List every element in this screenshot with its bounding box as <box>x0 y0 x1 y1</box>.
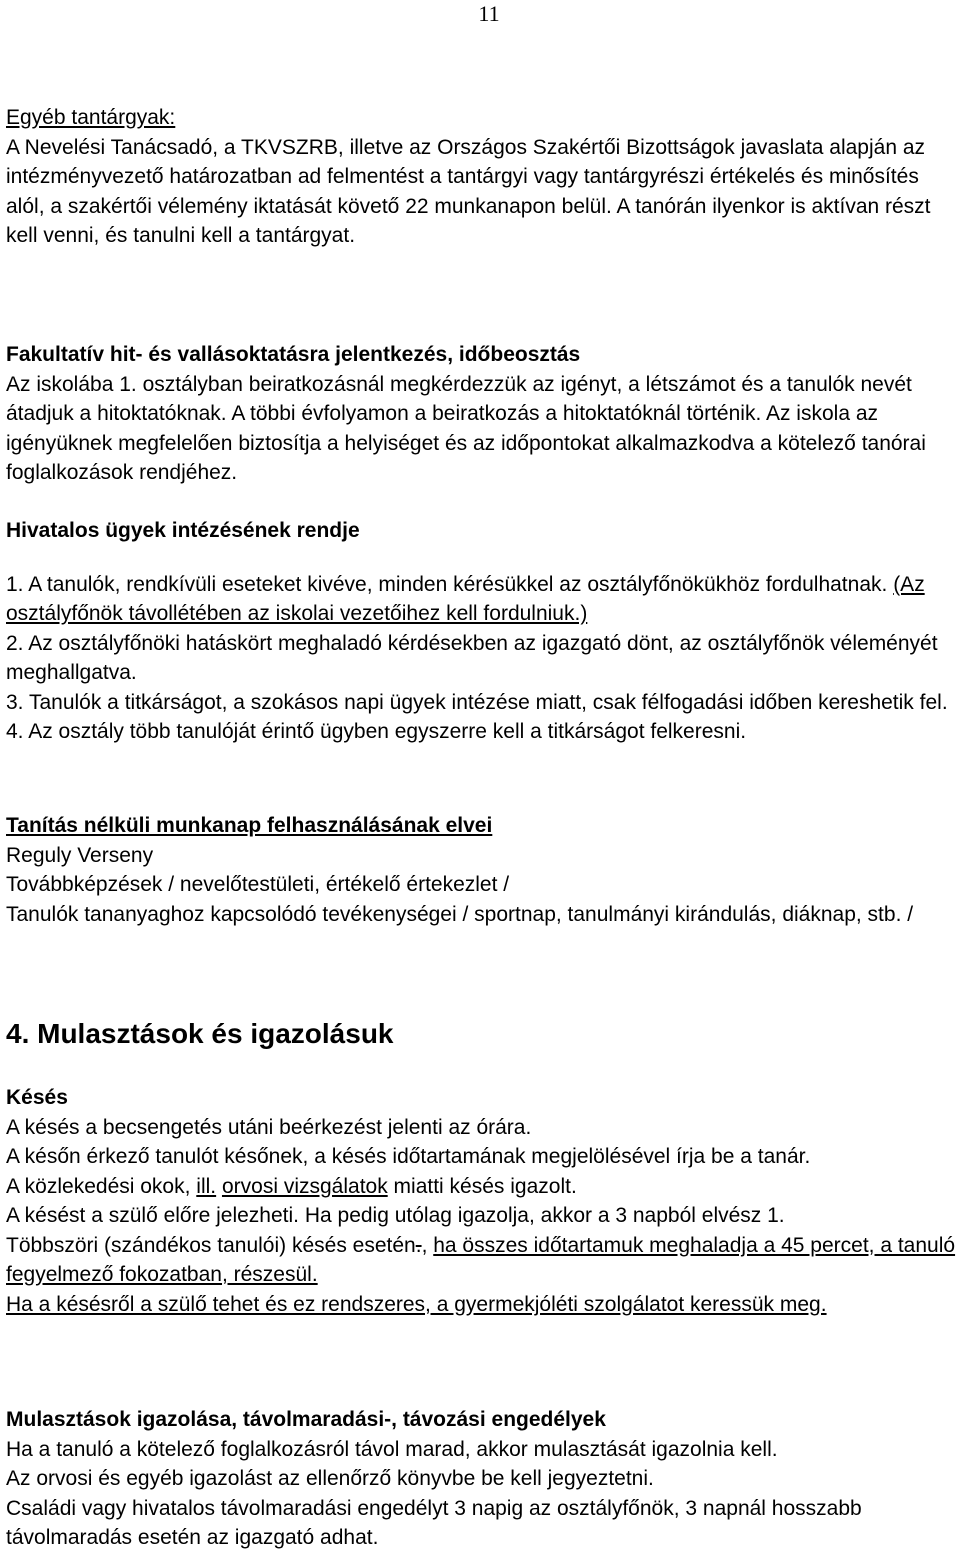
paragraph-egyeb: A Nevelési Tanácsadó, a TKVSZRB, illetve az Országos Szakértői Bizottságok javaslata alapján az intézményvezető határozatban ad felmentést a tantárgyi vagy tantárgyrészi értékelés és minősítés alól, a szakértői vélemény iktatását követő 22 munkanapon belül. A tanórán ilyenkor is aktívan részt kell venni, és tanulni kell a tantárgyat. <box>6 135 931 247</box>
page-number: 11 <box>478 1 500 26</box>
section-egyeb-tantargyak <box>6 103 956 251</box>
section-tanitas-nelkuli <box>6 811 956 929</box>
section-heading-keses: Késés <box>6 1086 68 1109</box>
text-segment-strikethrough: . <box>415 1233 422 1257</box>
list-item-hivatalos-2: 2. Az osztályfőnöki hatáskört meghaladó kérdésekben az igazgató dönt, az osztályfőnök véleményét meghallgatva. <box>6 631 938 684</box>
chapter-heading-block <box>6 1016 956 1052</box>
line-tovabbkepzesek: Továbbképzések / nevelőtestületi, értékelő értekezlet / <box>6 873 510 896</box>
line-keses-4: A késést a szülő előre jelezheti. Ha pedig utólag igazolja, akkor a 3 napból elvész 1. <box>6 1204 785 1227</box>
line-keses-2: A későn érkező tanulót későnek, a késés időtartamának megjelölésével írja be a tanár. <box>6 1145 811 1168</box>
section-mulasztasok-igazolasa <box>6 1405 956 1553</box>
section-keses <box>6 1083 956 1319</box>
line-mulasztasok-1: Ha a tanuló a kötelező foglalkozásról távol marad, akkor mulasztását igazolnia kell. <box>6 1437 778 1461</box>
section-heading-egyeb: Egyéb tantárgyak: <box>6 106 176 129</box>
text-segment-underlined: ha összes időtartamuk meghaladja a 45 percet, a tanuló fegyelmező fokozatban, részesül. <box>6 1233 956 1286</box>
list-item-text: 1. A tanulók, rendkívüli eseteket kivéve, minden kérésükkel az osztályfőnökükhöz fordulhatnak. <box>6 572 888 596</box>
line-mulasztasok-2: Az orvosi és egyéb igazolást az ellenőrző könyvbe be kell jegyeztetni. <box>6 1467 654 1490</box>
list-item-note: (Az osztályfőnök távollétében az iskolai vezetőihez kell fordulniuk.) <box>6 572 925 625</box>
text-segment: miatti késés igazolt. <box>387 1174 577 1198</box>
section-fakultativ <box>6 340 956 488</box>
paragraph-fakultativ: Az iskolába 1. osztályban beiratkozásnál megkérdezzük az igényt, a létszámot és a tanulók nevét átadjuk a hitoktatóknak. A többi évfolyamon a beiratkozás a hitoktatóknál történik. Az iskola az igényüknek megfelelően biztosítja a helyiséget és az időpontokat alkalmazkodva a kötelező tanórai foglalkozások rendjéhez. <box>6 372 926 484</box>
line-keses-3 <box>6 1172 956 1202</box>
list-item-hivatalos-3: 3. Tanulók a titkárságot, a szokásos napi ügyek intézése miatt, csak félfogadási időben kereshetik fel. <box>6 690 948 714</box>
section-heading-mulasztasok: Mulasztások igazolása, távolmaradási-, távozási engedélyek <box>6 1408 606 1431</box>
line-keses-5 <box>6 1231 956 1290</box>
text-segment: A közlekedési okok, <box>6 1174 197 1198</box>
section-hivatalos-ugyek <box>6 516 956 747</box>
text-segment-underlined: orvosi vizsgálatok <box>221 1174 388 1198</box>
text-segment: Többszöri (szándékos tanulói) késés esetén <box>6 1233 416 1257</box>
section-heading-tanitas: Tanítás nélküli munkanap felhasználásának elvei <box>6 814 493 837</box>
text-segment: , <box>421 1233 434 1257</box>
line-reguly: Reguly Verseny <box>6 843 154 867</box>
section-heading-hivatalos: Hivatalos ügyek intézésének rendje <box>6 519 360 542</box>
chapter-heading: 4. Mulasztások és igazolásuk <box>6 1018 394 1049</box>
section-heading-fakultativ: Fakultatív hit- és vallásoktatásra jelentkezés, időbeosztás <box>6 343 581 366</box>
list-item-hivatalos-1 <box>6 570 956 629</box>
line-tanulok-tevekenysegei: Tanulók tananyaghoz kapcsolódó tevékenységei / sportnap, tanulmányi kirándulás, diáknap, stb. / <box>6 902 914 926</box>
line-mulasztasok-3: Családi vagy hivatalos távolmaradási engedélyt 3 napig az osztályfőnök, 3 napnál hosszabb távolmaradás esetén az igazgató adhat. <box>6 1496 862 1549</box>
text-segment-underlined: ill. <box>196 1174 217 1198</box>
line-keses-6: Ha a késésről a szülő tehet és ez rendszeres, a gyermekjóléti szolgálatot keressük meg. <box>6 1292 827 1316</box>
list-item-hivatalos-4: 4. Az osztály több tanulóját érintő ügyben egyszerre kell a titkárságot felkeresni. <box>6 720 747 743</box>
line-keses-1: A késés a becsengetés utáni beérkezést jelenti az órára. <box>6 1115 532 1139</box>
